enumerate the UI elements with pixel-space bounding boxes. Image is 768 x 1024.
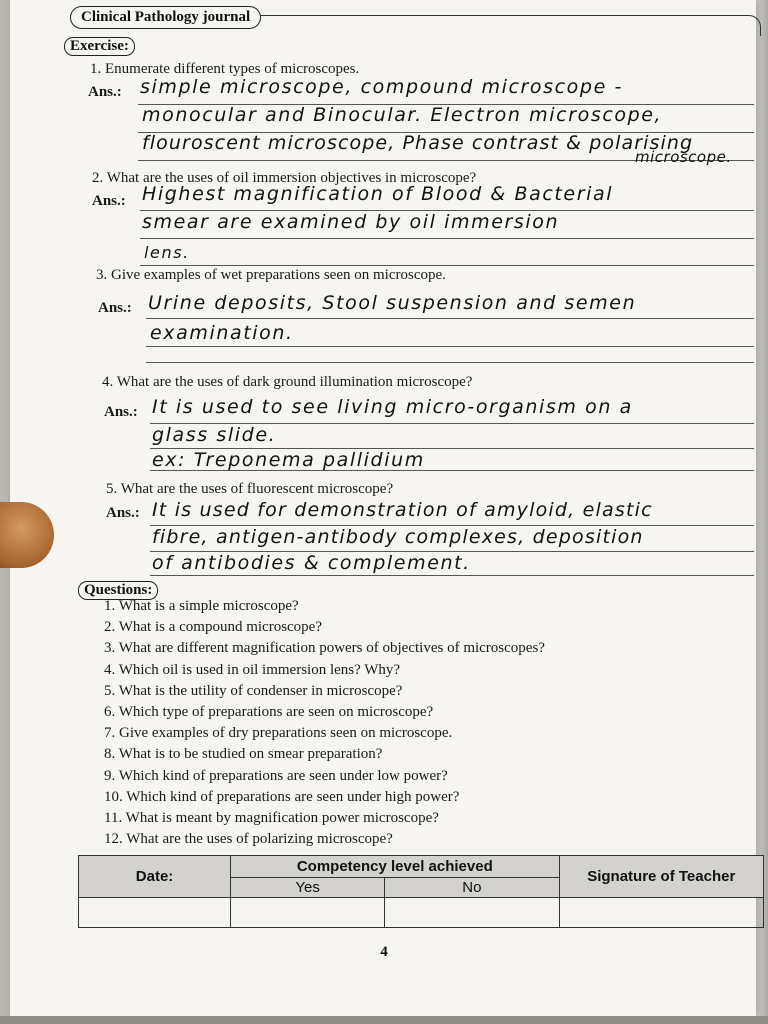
- date-header: Date:: [79, 856, 231, 898]
- questions-list: [104, 598, 545, 852]
- answer-rule: [146, 346, 754, 347]
- questions-heading: Questions:: [78, 581, 158, 600]
- journal-title: Clinical Pathology journal: [70, 6, 261, 29]
- journal-page: [10, 0, 756, 1016]
- no-header: No: [385, 878, 559, 898]
- answer-label-1: Ans.:: [88, 84, 122, 100]
- signature-cell: [559, 898, 764, 928]
- list-item: 2. What is a compound microscope?: [104, 619, 322, 636]
- handwritten-answer-line: monocular and Binocular. Electron microscope,: [142, 104, 663, 126]
- handwritten-answer-line: simple microscope, compound microscope -: [140, 76, 623, 98]
- list-item: 11. What is meant by magnification power microscope?: [104, 809, 439, 826]
- handwritten-answer-line: glass slide.: [152, 424, 277, 446]
- exercise-question-2: 2. What are the uses of oil immersion objectives in microscope?: [92, 170, 477, 186]
- answer-rule: [140, 238, 754, 239]
- answer-label-5: Ans.:: [106, 505, 140, 521]
- yes-cell: [231, 898, 385, 928]
- handwritten-answer-line: examination.: [150, 322, 294, 344]
- exercise-question-4: 4. What are the uses of dark ground illumination microscope?: [102, 374, 473, 390]
- answer-label-3: Ans.:: [98, 300, 132, 316]
- exercise-heading: Exercise:: [64, 37, 135, 56]
- competency-header: Competency level achieved: [231, 856, 559, 878]
- page-number: 4: [380, 944, 388, 960]
- answer-label-2: Ans.:: [92, 193, 126, 209]
- handwritten-answer-line: of antibodies & complement.: [152, 552, 471, 574]
- handwritten-answer-line: It is used to see living micro-organism on a: [152, 396, 633, 418]
- bottom-edge: [0, 1016, 768, 1024]
- handwritten-answer-line: ex: Treponema pallidium: [152, 449, 425, 471]
- handwritten-answer-line: fibre, antigen-antibody complexes, deposition: [152, 526, 644, 548]
- list-item: 9. Which kind of preparations are seen under low power?: [104, 767, 448, 784]
- answer-rule: [146, 318, 754, 319]
- list-item: 5. What is the utility of condenser in microscope?: [104, 682, 403, 699]
- handwritten-answer-line: Highest magnification of Blood & Bacterial: [142, 183, 614, 205]
- answer-rule: [146, 362, 754, 363]
- list-item: 1. What is a simple microscope?: [104, 598, 299, 614]
- handwritten-answer-line: smear are examined by oil immersion: [142, 211, 560, 233]
- list-item: 3. What are different magnification powers of objectives of microscopes?: [104, 640, 545, 657]
- list-item: 10. Which kind of preparations are seen under high power?: [104, 788, 460, 805]
- list-item: 6. Which type of preparations are seen on microscope?: [104, 703, 434, 720]
- handwritten-answer-line: Urine deposits, Stool suspension and semen: [148, 292, 637, 314]
- exercise-question-1: 1. Enumerate different types of microscopes.: [90, 61, 360, 77]
- exercise-question-5: 5. What are the uses of fluorescent microscope?: [106, 481, 394, 497]
- answer-rule: [150, 575, 754, 576]
- list-item: 7. Give examples of dry preparations seen on microscope.: [104, 725, 453, 742]
- handwritten-answer-line: It is used for demonstration of amyloid, elastic: [152, 499, 653, 521]
- signature-header: Signature of Teacher: [559, 856, 764, 898]
- list-item: 4. Which oil is used in oil immersion lens? Why?: [104, 661, 401, 678]
- handwritten-answer-line: microscope.: [635, 148, 732, 166]
- yes-header: Yes: [231, 878, 385, 898]
- handwritten-answer-line: flouroscent microscope, Phase contrast & polarising: [142, 132, 694, 154]
- competency-table: [78, 855, 764, 928]
- exercise-question-3: 3. Give examples of wet preparations seen on microscope.: [96, 267, 446, 283]
- answer-rule: [140, 265, 754, 266]
- handwritten-answer-line: lens.: [144, 243, 190, 262]
- answer-label-4: Ans.:: [104, 404, 138, 420]
- date-cell: [79, 898, 231, 928]
- list-item: 8. What is to be studied on smear preparation?: [104, 746, 383, 763]
- no-cell: [385, 898, 559, 928]
- list-item: 12. What are the uses of polarizing microscope?: [104, 831, 393, 848]
